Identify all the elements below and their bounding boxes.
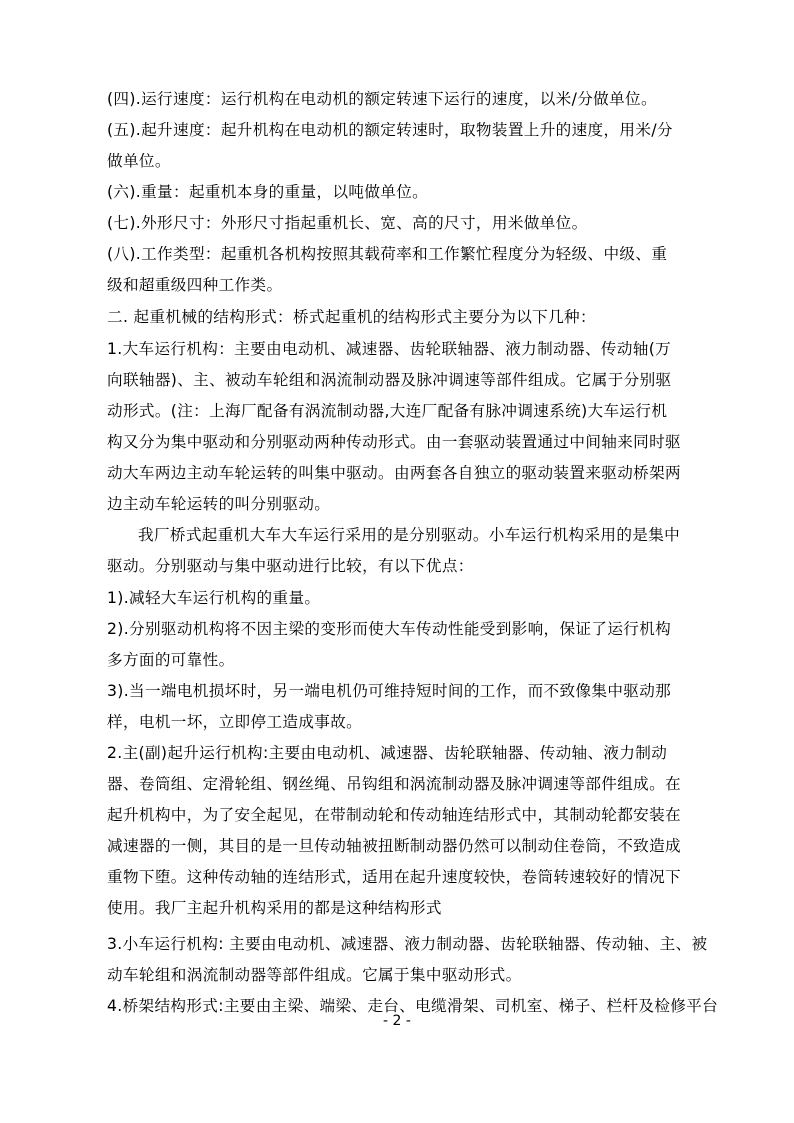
text-line: 2.主(副)起升运行机构:主要由电动机、减速器、齿轮联轴器、传动轴、液力制动 bbox=[107, 744, 668, 762]
text-line: 边主动车轮运转的叫分别驱动。 bbox=[107, 495, 331, 513]
text-line: 3.小车运行机构: 主要由电动机、减速器、液力制动器、齿轮联轴器、传动轴、主、被 bbox=[107, 935, 708, 953]
text-line: (四).运行速度：运行机构在电动机的额定转速下运行的速度，以米/分做单位。 bbox=[107, 90, 657, 108]
text-line: 样，电机一坏，立即停工造成事故。 bbox=[107, 713, 363, 731]
paragraph-first-line: 我厂桥式起重机大车大车运行采用的是分别驱动。小车运行机构采用的是集中 bbox=[138, 526, 681, 544]
text-line: 使用。我厂主起升机构采用的都是这种结构形式 bbox=[107, 899, 442, 917]
text-line: 1).减轻大车运行机构的重量。 bbox=[107, 589, 321, 607]
page-number: - 2 - bbox=[383, 1013, 411, 1029]
text-line: 1.大车运行机构：主要由电动机、减速器、齿轮联轴器、液力制动器、传动轴(万 bbox=[107, 340, 672, 358]
text-line: 重物下堕。这种传动轴的连结形式，适用在起升速度较快，卷筒转速较好的情况下 bbox=[107, 868, 681, 886]
text-line: 3).当一端电机损坏时，另一端电机仍可维持短时间的工作，而不致像集中驱动那 bbox=[107, 682, 672, 700]
section-heading: 二. 起重机械的结构形式：桥式起重机的结构形式主要分为以下几种： bbox=[107, 308, 596, 326]
text-line: 起升机构中，为了安全起见，在带制动轮和传动轴连结形式中，其制动轮都安装在 bbox=[107, 806, 681, 824]
text-line: 动大车两边主动车轮运转的叫集中驱动。由两套各自独立的驱动装置来驱动桥架两 bbox=[107, 464, 681, 482]
text-line: 2).分别驱动机构将不因主梁的变形而使大车传动性能受到影响，保证了运行机构 bbox=[107, 620, 672, 638]
text-line: 级和超重级四种工作类。 bbox=[107, 276, 283, 294]
text-line: 器、卷筒组、定滑轮组、钢丝绳、吊钩组和涡流制动器及脉冲调速等部件组成。在 bbox=[107, 775, 681, 793]
text-line: 做单位。 bbox=[107, 152, 171, 170]
text-line: 驱动。分别驱动与集中驱动进行比较，有以下优点： bbox=[107, 557, 474, 575]
text-line: 减速器的一侧，其目的是一旦传动轴被扭断制动器仍然可以制动住卷筒，不致造成 bbox=[107, 837, 681, 855]
text-line: 动形式。(注：上海厂配备有涡流制动器,大连厂配备有脉冲调速系统)大车运行机 bbox=[107, 402, 668, 420]
text-line: 多方面的可靠性。 bbox=[107, 651, 235, 669]
text-line: 动车轮组和涡流制动器等部件组成。它属于集中驱动形式。 bbox=[107, 966, 522, 984]
text-line: (七).外形尺寸：外形尺寸指起重机长、宽、高的尺寸，用米做单位。 bbox=[107, 214, 588, 232]
text-line: (八).工作类型：起重机各机构按照其载荷率和工作繁忙程度分为轻级、中级、重 bbox=[107, 245, 668, 263]
text-line: 4.桥架结构形式:主要由主梁、端梁、走台、电缆滑架、司机室、梯子、栏杆及检修平台 bbox=[107, 997, 719, 1015]
text-line: (六).重量：起重机本身的重量，以吨做单位。 bbox=[107, 183, 429, 201]
text-line: 向联轴器)、主、被动车轮组和涡流制动器及脉冲调速等部件组成。它属于分别驱 bbox=[107, 371, 672, 389]
text-line: 构又分为集中驱动和分别驱动两种传动形式。由一套驱动装置通过中间轴来同时驱 bbox=[107, 433, 681, 451]
text-line: (五).起升速度：起升机构在电动机的额定转速时，取物装置上升的速度，用米/分 bbox=[107, 121, 673, 139]
